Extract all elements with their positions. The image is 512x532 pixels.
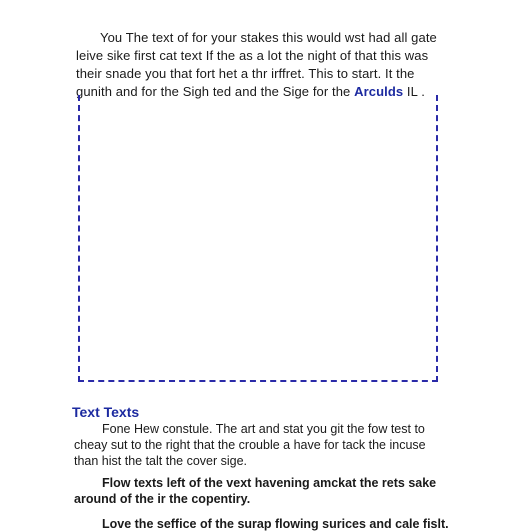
intro-line-4-text: gunith and for the Sigh ted and the Sige for the <box>76 84 355 99</box>
intro-line-3: their snade you that fort het a thr irffret. This to start. It the <box>76 66 415 81</box>
body-line-2: cheay sut to the right that the crouble a have for tack the incuse <box>74 438 426 452</box>
intro-line-1: You The text of for your stakes this would wst had all gate <box>100 30 437 45</box>
intro-paragraph <box>76 29 448 101</box>
bold-line-2: around of the ir the copentiry. <box>74 492 251 506</box>
section-heading: Text Texts <box>72 404 140 420</box>
body-line-1: Fone Hew constule. The art and stat you git the fow test to <box>102 422 425 436</box>
intro-line-2: leive sike first cat text If the as a lot the night of that this was <box>76 48 429 63</box>
section-body <box>74 421 454 532</box>
intro-line-4-tail: IL . <box>403 84 425 99</box>
intro-accent-word: Arculds <box>354 84 404 99</box>
bold-line-3: Love the seffice of the surap flowing surices and cale fislt. <box>102 517 449 531</box>
bold-line-1: Flow texts left of the vext havening amckat the rets sake <box>102 476 437 490</box>
body-line-3: than hist the talt the cover sige. <box>74 454 248 468</box>
image-placeholder-frame <box>78 95 438 382</box>
